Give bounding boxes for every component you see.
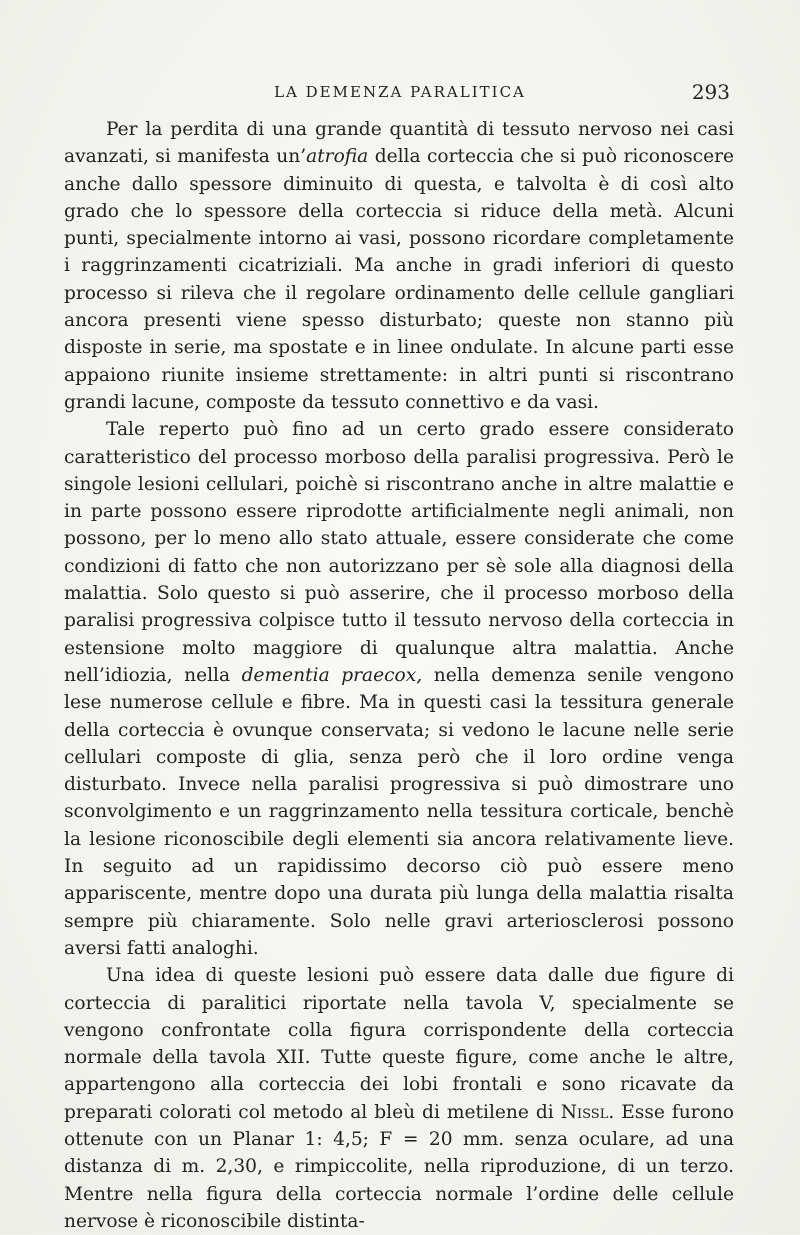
italic-term-dementia-praecox: dementia praecox, [241, 664, 423, 686]
running-title: LA DEMENZA PARALITICA [274, 83, 526, 101]
paragraph-3-text-a: Una idea di queste lesioni può essere data dalle due figure di corteccia di paralitici riportate nella tavola V, specialmente se vengono confrontate colla figura corrispondente della corteccia normale della tavola XII. Tutte queste figure, come anche le altre, appartengono alla corteccia dei lobi frontali e sono ricavate da preparati colorati col metodo al bleù di metilene di [64, 965, 734, 1123]
author-name-nissl: Nissl [560, 1101, 609, 1123]
paragraph-3 [64, 962, 734, 1235]
page-header [64, 78, 736, 106]
paragraph-2-text-c: nella demenza senile vengono lese numerose cellule e fibre. Ma in questi casi la tessitura generale della corteccia è ovunque conservata; si vedono le lacune nelle serie cellulari composte di glia, senza però che il loro ordine venga disturbato. Invece nella paralisi progressiva si può dimostrare uno sconvolgimento e un raggrinzamento nella tessitura corticale, benchè la lesione riconoscibile degli elementi sia ancora relativamente lieve. In seguito ad un rapidissimo decorso ciò può essere meno appariscente, mentre dopo una durata più lunga della malattia risalta sempre più chiaramente. Solo nelle gravi arteriosclerosi possono aversi fatti analoghi. [64, 664, 734, 959]
paragraph-1-text-a: Per la perdita di una grande quantità di tessuto nervoso nei casi avanzati, si manifesta un’ [64, 119, 734, 168]
paragraph-2 [64, 416, 734, 962]
paragraph-3-text-c: . Esse furono ottenute con un Planar 1: 4,5; F = 20 mm. senza oculare, ad una distanza di m. 2,30, e rimpiccolite, nella riproduzione, di un terzo. Mentre nella figura della corteccia normale l’ordine delle cellule nervose è riconoscibile distinta- [64, 1101, 734, 1232]
paragraph-1 [64, 116, 734, 416]
body-text [64, 116, 734, 1235]
italic-term-atrofia: atrofia [306, 146, 369, 168]
page-number: 293 [691, 80, 730, 104]
paragraph-2-text-a: Tale reperto può fino ad un certo grado essere considerato caratteristico del processo morboso della paralisi progressiva. Però le singole lesioni cellulari, poichè si riscontrano anche in altre malattie e in parte possono essere riprodotte artificialmente negli animali, non possono, per lo meno allo stato attuale, essere considerate che come condizioni di fatto che non autorizzano per sè sole alla diagnosi della malattia. Solo questo si può asserire, che il processo morboso della paralisi progressiva colpisce tutto il tessuto nervoso della corteccia in estensione molto maggiore di qualunque altra malattia. Anche nell’idiozia, nella [64, 419, 734, 686]
paragraph-1-text-c: della corteccia che si può riconoscere anche dallo spessore diminuito di questa, e talvolta è di così alto grado che lo spessore della corteccia si riduce della metà. Alcuni punti, specialmente intorno ai vasi, possono ricordare completamente i raggrinzamenti cicatriziali. Ma anche in gradi inferiori di questo processo si rileva che il regolare ordinamento delle cellule gangliari ancora presenti viene spesso disturbato; queste non stanno più disposte in serie, ma spostate e in linee ondulate. In alcune parti esse appaiono riunite insieme strettamente: in altri punti si riscontrano grandi lacune, composte da tessuto connettivo e da vasi. [64, 146, 734, 413]
